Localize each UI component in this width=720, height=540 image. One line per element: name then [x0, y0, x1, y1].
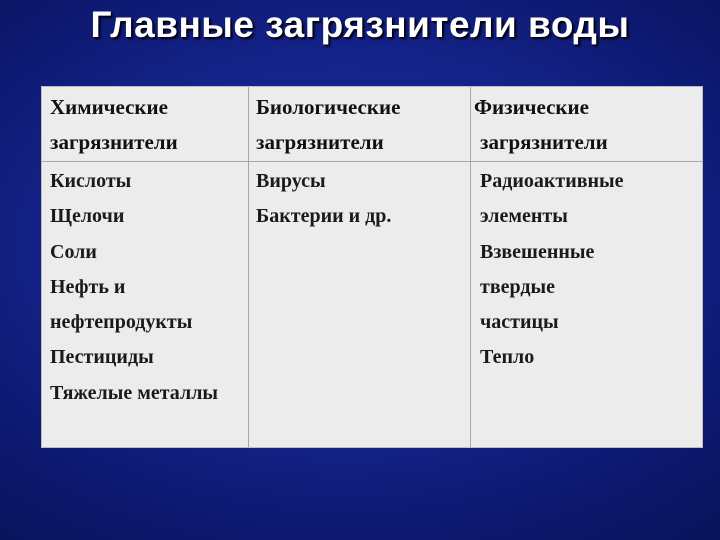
column-header-line: загрязнители	[480, 130, 608, 154]
column-header-line: загрязнители	[50, 130, 178, 154]
column-header-physical	[474, 87, 608, 160]
list-item: Пестициды	[50, 346, 154, 369]
column-physical	[474, 87, 624, 447]
list-item: твердые	[480, 275, 555, 298]
pollutants-table	[41, 86, 703, 448]
column-items-physical	[474, 164, 624, 376]
column-divider	[248, 87, 249, 447]
list-item: элементы	[480, 205, 568, 228]
slide-title: Главные загрязнители воды	[90, 4, 630, 45]
column-header-line: Химические	[50, 95, 168, 119]
list-item: Кислоты	[50, 170, 132, 192]
list-item: Вирусы	[256, 170, 326, 192]
list-item: нефтепродукты	[50, 311, 193, 334]
column-header-line: Физические	[474, 95, 589, 119]
column-header-chemical	[50, 87, 178, 160]
list-item: Тяжелые металлы	[50, 381, 219, 404]
list-item: Взвешенные	[480, 240, 595, 263]
column-header-biological	[256, 87, 400, 160]
column-items-biological	[256, 164, 391, 235]
list-item: Радиоактивные	[480, 170, 624, 192]
list-item: Бактерии и др.	[256, 205, 392, 228]
list-item: частицы	[480, 311, 559, 334]
list-item: Щелочи	[50, 205, 125, 228]
list-item: Соли	[50, 240, 97, 263]
column-header-line: Биологические	[256, 95, 401, 119]
column-header-line: загрязнители	[256, 130, 384, 154]
list-item: Нефть и	[50, 275, 126, 298]
column-chemical	[50, 87, 219, 447]
column-divider	[470, 87, 471, 447]
column-biological	[256, 87, 400, 447]
list-item: Тепло	[480, 346, 535, 369]
column-items-chemical	[50, 164, 218, 411]
